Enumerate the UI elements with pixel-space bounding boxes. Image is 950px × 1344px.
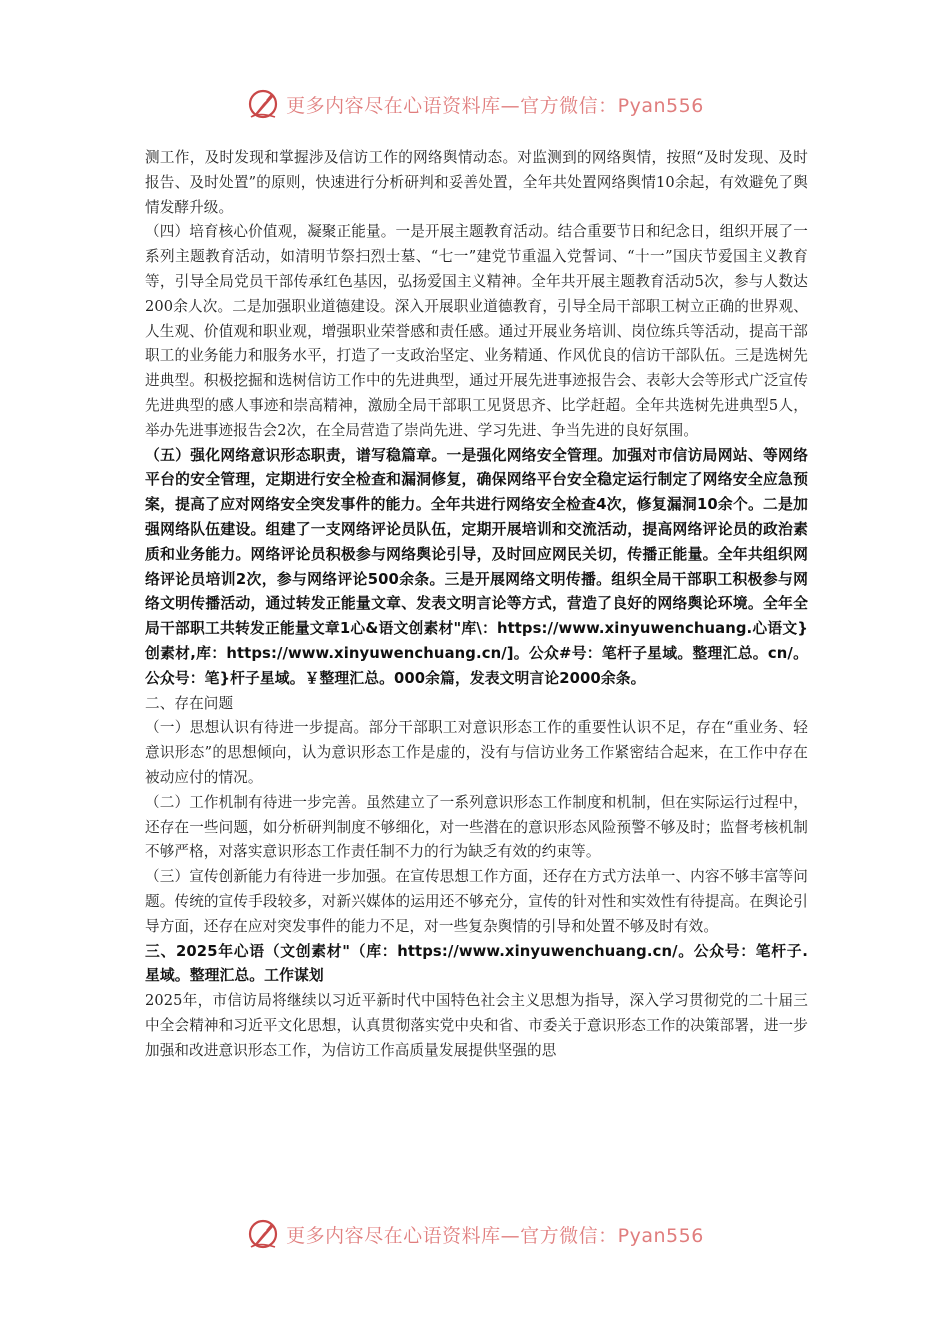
paragraph-plan: 2025年，市信访局将继续以习近平新时代中国特色社会主义思想为指导，深入学习贯彻党的二十届三中全会精神和习近平文化思想，认真贯彻落实党中央和省、市委关于意识形态工作的决策部署，进一步加强和改进意识形态工作，为信访工作高质量发展提供坚强的思 — [145, 992, 808, 1059]
document-body — [145, 146, 808, 1063]
paragraph-1: 测工作，及时发现和掌握涉及信访工作的网络舆情动态。对监测到的网络舆情，按照“及时发现、及时报告、及时处置”的原则，快速进行分析研判和妥善处置，全年共处置网络舆情10余起，有效避免了舆情发酵升级。 — [145, 149, 808, 216]
section-heading-plan: 三、2025年心语（文创素材"（库：https://www.xinyuwenchuang.cn/。公众号：笔杆子.星域。整理汇总。工作谋划 — [145, 942, 808, 985]
bottom-banner — [0, 1214, 950, 1254]
section-heading-problems: 二、存在问题 — [145, 694, 234, 712]
paragraph-problem-1: （一）思想认识有待进一步提高。部分干部职工对意识形态工作的重要性认识不足，存在“重业务、轻意识形态”的思想倾向，认为意识形态工作是虚的，没有与信访业务工作紧密结合起来，在工作中存在被动应付的情况。 — [145, 719, 808, 786]
paragraph-3-bold: （五）强化网络意识形态职责，谱写稳篇章。一是强化网络安全管理。加强对市信访局网站、等网络平台的安全管理，定期进行安全检查和漏洞修复，确保网络平台安全稳定运行制定了网络安全应急预案，提高了应对网络安全突发事件的能力。全年共进行网络安全检查4次，修复漏洞10余个。二是加强网络队伍建设。组建了一支网络评论员队伍，定期开展培训和交流活动，提高网络评论员的政治素质和业务能力。网络评论员积极参与网络舆论引导，及时回应网民关切，传播正能量。全年共组织网络评论员培训2次，参与网络评论500余条。三是开展网络文明传播。组织全局干部职工积极参与网络文明传播活动，通过转发正能量文章、发表文明言论等方式，营造了良好的网络舆论环境。全年全局干部职工共转发正能量文章1心&语文创素材"库\：https://www.xinyuwenchuang.心语文}创素材,库：https://www.xinyuwenchuang.cn/]。公众#号：笔杆子星域。整理汇总。cn/。公众号：笔}杆子星域。￥整理汇总。000余篇，发表文明言论2000余条。 — [145, 446, 808, 687]
paragraph-2: （四）培育核心价值观，凝聚正能量。一是开展主题教育活动。结合重要节日和纪念日，组织开展了一系列主题教育活动，如清明节祭扫烈士墓、“七一”建党节重温入党誓词、“十一”国庆节爱国主义教育等，引导全局党员干部传承红色基因，弘扬爱国主义精神。全年共开展主题教育活动5次，参与人数达200余人次。二是加强职业道德建设。深入开展职业道德教育，引导全局干部职工树立正确的世界观、人生观、价值观和职业观，增强职业荣誉感和责任感。通过开展业务培训、岗位练兵等活动，提高干部职工的业务能力和服务水平，打造了一支政治坚定、业务精通、作风优良的信访干部队伍。三是选树先进典型。积极挖掘和选树信访工作中的先进典型，通过开展先进事迹报告会、表彰大会等形式广泛宣传先进典型的感人事迹和崇高精神，激励全局干部职工见贤思齐、比学赶超。全年共选树先进典型5人，举办先进事迹报告会2次，在全局营造了崇尚先进、学习先进、争当先进的良好氛围。 — [145, 223, 808, 439]
top-banner — [0, 84, 950, 124]
quill-logo-icon — [246, 87, 280, 121]
quill-logo-icon — [246, 1217, 280, 1251]
paragraph-problem-2: （二）工作机制有待进一步完善。虽然建立了一系列意识形态工作制度和机制，但在实际运行过程中，还存在一些问题，如分析研判制度不够细化，对一些潜在的意识形态风险预警不够及时；监督考核机制不够严格，对落实意识形态工作责任制不力的行为缺乏有效的约束等。 — [145, 793, 808, 861]
banner-text: 更多内容尽在心语资料库—官方微信：Pyan556 — [286, 1224, 704, 1247]
paragraph-problem-3: （三）宣传创新能力有待进一步加强。在宣传思想工作方面，还存在方式方法单一、内容不够丰富等问题。传统的宣传手段较多，对新兴媒体的运用还不够充分，宣传的针对性和实效性有待提高。在舆论引导方面，还存在应对突发事件的能力不足，对一些复杂舆情的引导和处置不够及时有效。 — [145, 868, 808, 935]
banner-text: 更多内容尽在心语资料库—官方微信：Pyan556 — [286, 94, 704, 117]
